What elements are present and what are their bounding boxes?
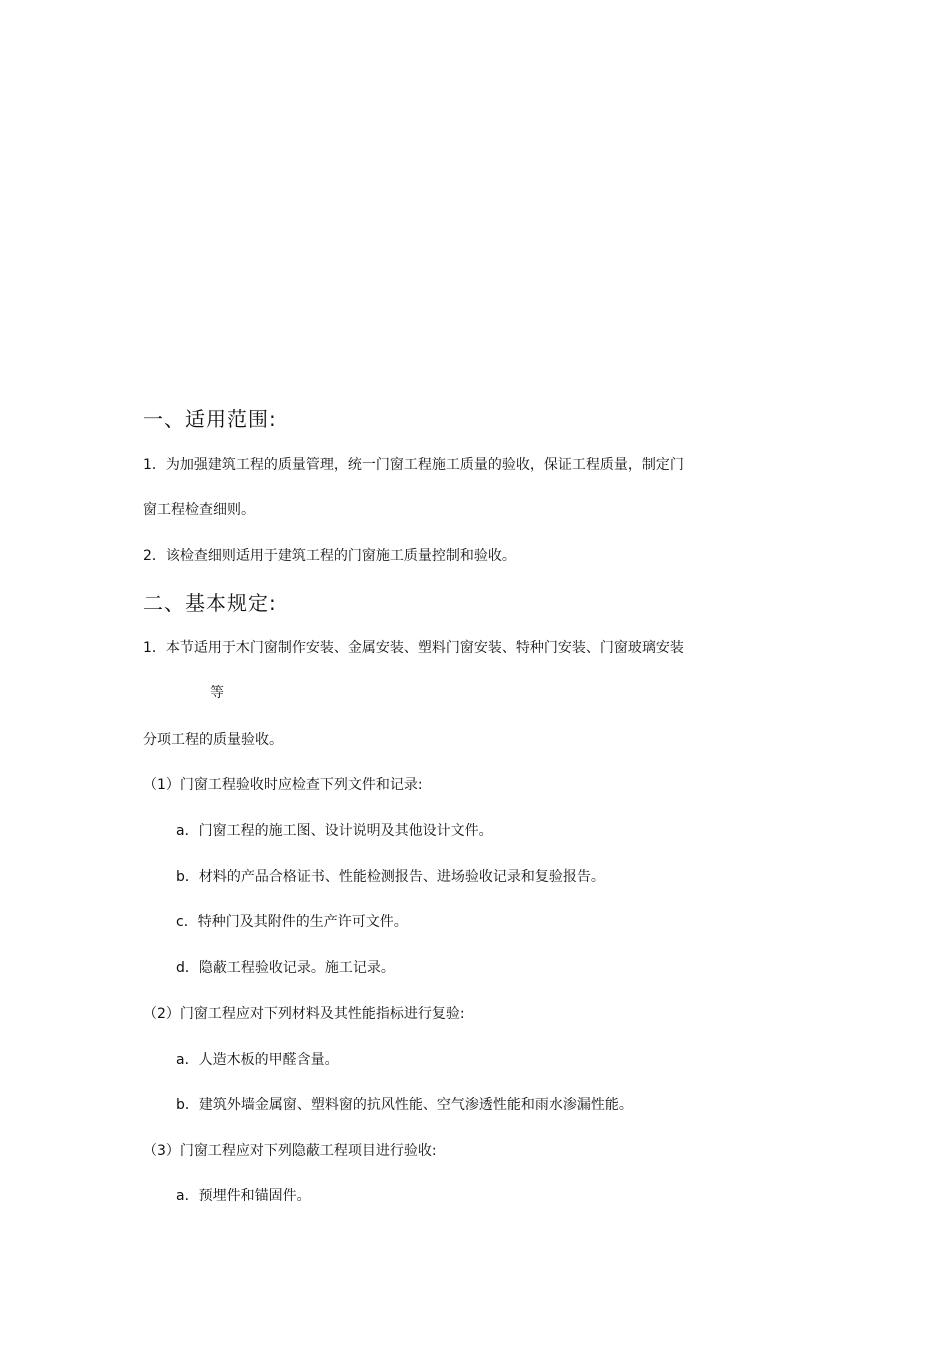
subsection-2-item-b: b．建筑外墙金属窗、塑料窗的抗风性能、空气渗透性能和雨水渗漏性能。 bbox=[176, 1097, 633, 1113]
subsection-1-item-c: c．特种门及其附件的生产许可文件。 bbox=[176, 914, 408, 930]
subsection-1-item-a: a．门窗工程的施工图、设计说明及其他设计文件。 bbox=[176, 823, 493, 839]
section-2-heading: 二、基本规定: bbox=[143, 591, 277, 615]
section-1-heading: 一、适用范围: bbox=[143, 407, 277, 431]
subsection-3-title: （3）门窗工程应对下列隐蔽工程项目进行验收: bbox=[143, 1143, 437, 1159]
section-2-item-1-line-1: 1．本节适用于木门窗制作安装、金属安装、塑料门窗安装、特种门安装、门窗玻璃安装 bbox=[143, 640, 684, 656]
subsection-2-title: （2）门窗工程应对下列材料及其性能指标进行复验: bbox=[143, 1006, 465, 1022]
section-1-item-1-line-1: 1．为加强建筑工程的质量管理，统一门窗工程施工质量的验收，保证工程质量，制定门 bbox=[143, 457, 684, 473]
subsection-3-item-a: a．预埋件和锚固件。 bbox=[176, 1188, 311, 1204]
section-1-item-2: 2．该检查细则适用于建筑工程的门窗施工质量控制和验收。 bbox=[143, 548, 516, 564]
subsection-2-item-a: a．人造木板的甲醛含量。 bbox=[176, 1052, 339, 1068]
section-2-item-1-line-3: 分项工程的质量验收。 bbox=[143, 732, 283, 748]
subsection-1-title: （1）门窗工程验收时应检查下列文件和记录: bbox=[143, 777, 423, 793]
subsection-1-item-d: d．隐蔽工程验收记录。施工记录。 bbox=[176, 960, 395, 976]
subsection-1-item-b: b．材料的产品合格证书、性能检测报告、进场验收记录和复验报告。 bbox=[176, 869, 605, 885]
section-2-item-1-line-2: 等 bbox=[210, 685, 224, 701]
section-1-item-1-line-2: 窗工程检查细则。 bbox=[143, 502, 255, 518]
